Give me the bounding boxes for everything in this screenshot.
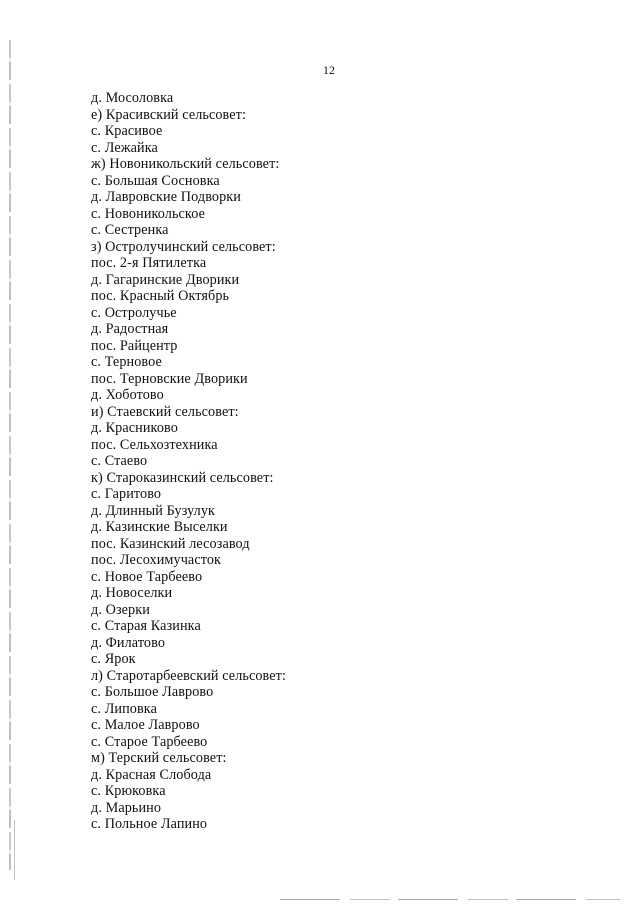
list-item: с. Красивое bbox=[91, 123, 163, 139]
list-item: и) Стаевский сельсовет: bbox=[91, 403, 239, 420]
list-item: д. Гагаринские Дворики bbox=[91, 271, 240, 288]
list-item: д. Марьино bbox=[91, 799, 162, 816]
list-item: с. Малое Лаврово bbox=[91, 717, 200, 733]
list-item: ж) Новоникольский сельсовет: bbox=[91, 156, 280, 172]
list-item: с. Старая Казинка bbox=[91, 618, 201, 634]
list-item: с. Терновое bbox=[91, 354, 162, 370]
list-item: е) Красивский сельсовет: bbox=[91, 106, 247, 123]
list-item: д. Красная Слобода bbox=[91, 766, 212, 783]
list-item: д. Радостная bbox=[91, 321, 169, 337]
list-item: с. Сестренка bbox=[91, 222, 169, 238]
list-item: пос. Лесохимучасток bbox=[91, 552, 222, 568]
list-item: с. Гаритово bbox=[91, 486, 162, 502]
list-item: пос. Сельхозтехника bbox=[91, 436, 218, 453]
list-item: с. Ярок bbox=[91, 651, 136, 667]
list-item: м) Терский сельсовет: bbox=[91, 750, 227, 766]
list-item: д. Филатово bbox=[91, 634, 166, 651]
list-item: с. Новое Тарбеево bbox=[91, 568, 203, 585]
list-item: д. Лавровские Подворки bbox=[91, 189, 241, 205]
list-item: с. Остролучье bbox=[91, 304, 177, 321]
scan-bottom-line bbox=[280, 899, 620, 900]
settlement-list bbox=[91, 90, 286, 833]
list-item: с. Крюковка bbox=[91, 783, 166, 799]
scan-margin-mark bbox=[14, 820, 15, 880]
list-item: к) Староказинский сельсовет: bbox=[91, 469, 274, 486]
list-item: пос. Казинский лесозавод bbox=[91, 535, 250, 552]
list-item: д. Хоботово bbox=[91, 387, 164, 403]
list-item: с. Старое Тарбеево bbox=[91, 733, 208, 750]
list-item: д. Новоселки bbox=[91, 585, 173, 601]
list-item: д. Мосоловка bbox=[91, 90, 174, 106]
list-item: пос. Райцентр bbox=[91, 337, 178, 354]
list-item: пос. Красный Октябрь bbox=[91, 288, 230, 304]
list-item: с. Новоникольское bbox=[91, 205, 205, 222]
list-item: д. Красниково bbox=[91, 420, 178, 436]
list-item: с. Липовка bbox=[91, 700, 157, 717]
list-item: с. Стаево bbox=[91, 453, 148, 469]
list-item: пос. 2-я Пятилетка bbox=[91, 255, 207, 271]
list-item: з) Остролучинский сельсовет: bbox=[91, 238, 276, 255]
list-item: д. Длинный Бузулук bbox=[91, 502, 216, 519]
list-item: д. Озерки bbox=[91, 601, 150, 618]
list-item: с. Большая Сосновка bbox=[91, 172, 220, 189]
list-item: пос. Терновские Дворики bbox=[91, 370, 248, 387]
list-item: с. Лежайка bbox=[91, 139, 158, 156]
list-item: с. Большое Лаврово bbox=[91, 684, 214, 700]
list-item: д. Казинские Выселки bbox=[91, 519, 228, 535]
page-number: 12 bbox=[323, 63, 335, 77]
list-item: с. Польное Лапино bbox=[91, 816, 208, 832]
list-item: л) Старотарбеевский сельсовет: bbox=[91, 667, 286, 684]
scan-margin-line bbox=[9, 40, 11, 870]
